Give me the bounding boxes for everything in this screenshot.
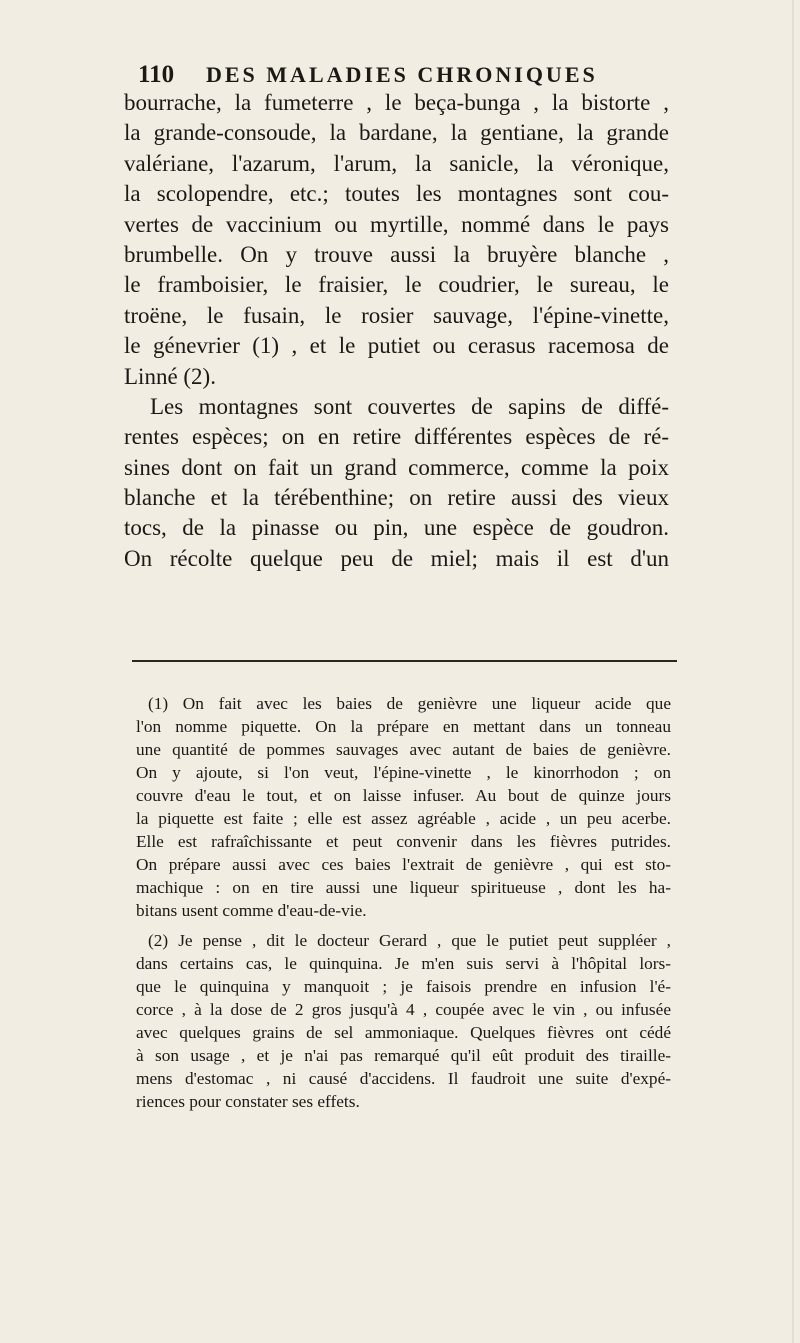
text-line: le génevrier (1) , et le putiet ou cerasus racemosa de xyxy=(124,333,669,359)
footnote-line: la piquette est faite ; elle est assez agréable , acide , un peu acerbe. xyxy=(136,809,671,828)
footnote-line: avec quelques grains de sel ammoniaque. Quelques fièvres ont cédé xyxy=(136,1023,671,1042)
footnote-line: Elle est rafraîchissante et peut convenir dans les fièvres putrides. xyxy=(136,832,671,851)
text-line: Linné (2). xyxy=(124,363,216,389)
footnote-line: que le quinquina y manquoit ; je faisois prendre en infusion l'é- xyxy=(136,977,671,996)
footnote-line: On prépare aussi avec ces baies l'extrait de genièvre , qui est sto- xyxy=(136,855,671,874)
footnote-line: une quantité de pommes sauvages avec autant de baies de genièvre. xyxy=(136,740,671,759)
page-header xyxy=(124,60,684,90)
footnote-line: à son usage , et je n'ai pas remarqué qu'il eût produit des tiraille- xyxy=(136,1046,671,1065)
page-edge xyxy=(792,0,794,1343)
footnote-line: (2) Je pense , dit le docteur Gerard , que le putiet peut suppléer , xyxy=(148,931,671,950)
page-number: 110 xyxy=(138,61,175,88)
footnote-2 xyxy=(136,929,671,1113)
footnote-divider xyxy=(132,660,677,662)
text-line: rentes espèces; on en retire différentes espèces de ré- xyxy=(124,424,669,450)
footnote-line: corce , à la dose de 2 gros jusqu'à 4 , coupée avec le vin , ou infusée xyxy=(136,1000,671,1019)
text-line: tocs, de la pinasse ou pin, une espèce de goudron. xyxy=(124,515,669,541)
text-line: On récolte quelque peu de miel; mais il est d'un xyxy=(124,545,669,571)
running-head: DES MALADIES CHRONIQUES xyxy=(206,62,598,87)
text-line: sines dont on fait un grand commerce, comme la poix xyxy=(124,454,669,480)
text-line: troëne, le fusain, le rosier sauvage, l'épine-vinette, xyxy=(124,302,669,328)
footnote-line: bitans usent comme d'eau-de-vie. xyxy=(136,901,367,920)
text-line: Les montagnes sont couvertes de sapins de diffé- xyxy=(150,393,669,419)
footnote-line: couvre d'eau le tout, et on laisse infuser. Au bout de quinze jours xyxy=(136,786,671,805)
footnote-line: machique : on en tire aussi une liqueur spiritueuse , dont les ha- xyxy=(136,878,671,897)
text-line: vertes de vaccinium ou myrtille, nommé dans le pays xyxy=(124,211,669,237)
text-line: le framboisier, le fraisier, le coudrier, le sureau, le xyxy=(124,272,669,298)
text-line: blanche et la térébenthine; on retire aussi des vieux xyxy=(124,485,669,511)
text-line: valériane, l'azarum, l'arum, la sanicle, la véronique, xyxy=(124,150,669,176)
footnote-line: riences pour constater ses effets. xyxy=(136,1092,360,1111)
footnote-1 xyxy=(136,692,671,922)
text-line: bourrache, la fumeterre , le beça-bunga , la bistorte , xyxy=(124,90,669,115)
footnotes xyxy=(136,692,671,1120)
footnote-line: l'on nomme piquette. On la prépare en mettant dans un tonneau xyxy=(136,717,671,736)
footnote-line: dans certains cas, le quinquina. Je m'en suis servi à l'hôpital lors- xyxy=(136,954,671,973)
footnote-line: (1) On fait avec les baies de genièvre une liqueur acide que xyxy=(148,694,671,713)
text-line: brumbelle. On y trouve aussi la bruyère blanche , xyxy=(124,241,669,267)
text-line: la scolopendre, etc.; toutes les montagnes sont cou- xyxy=(124,181,669,207)
main-text xyxy=(124,88,669,574)
footnote-line: On y ajoute, si l'on veut, l'épine-vinette , le kinorrhodon ; on xyxy=(136,763,671,782)
text-line: la grande-consoude, la bardane, la gentiane, la grande xyxy=(124,120,669,146)
footnote-line: mens d'estomac , ni causé d'accidens. Il faudroit une suite d'expé- xyxy=(136,1069,671,1088)
